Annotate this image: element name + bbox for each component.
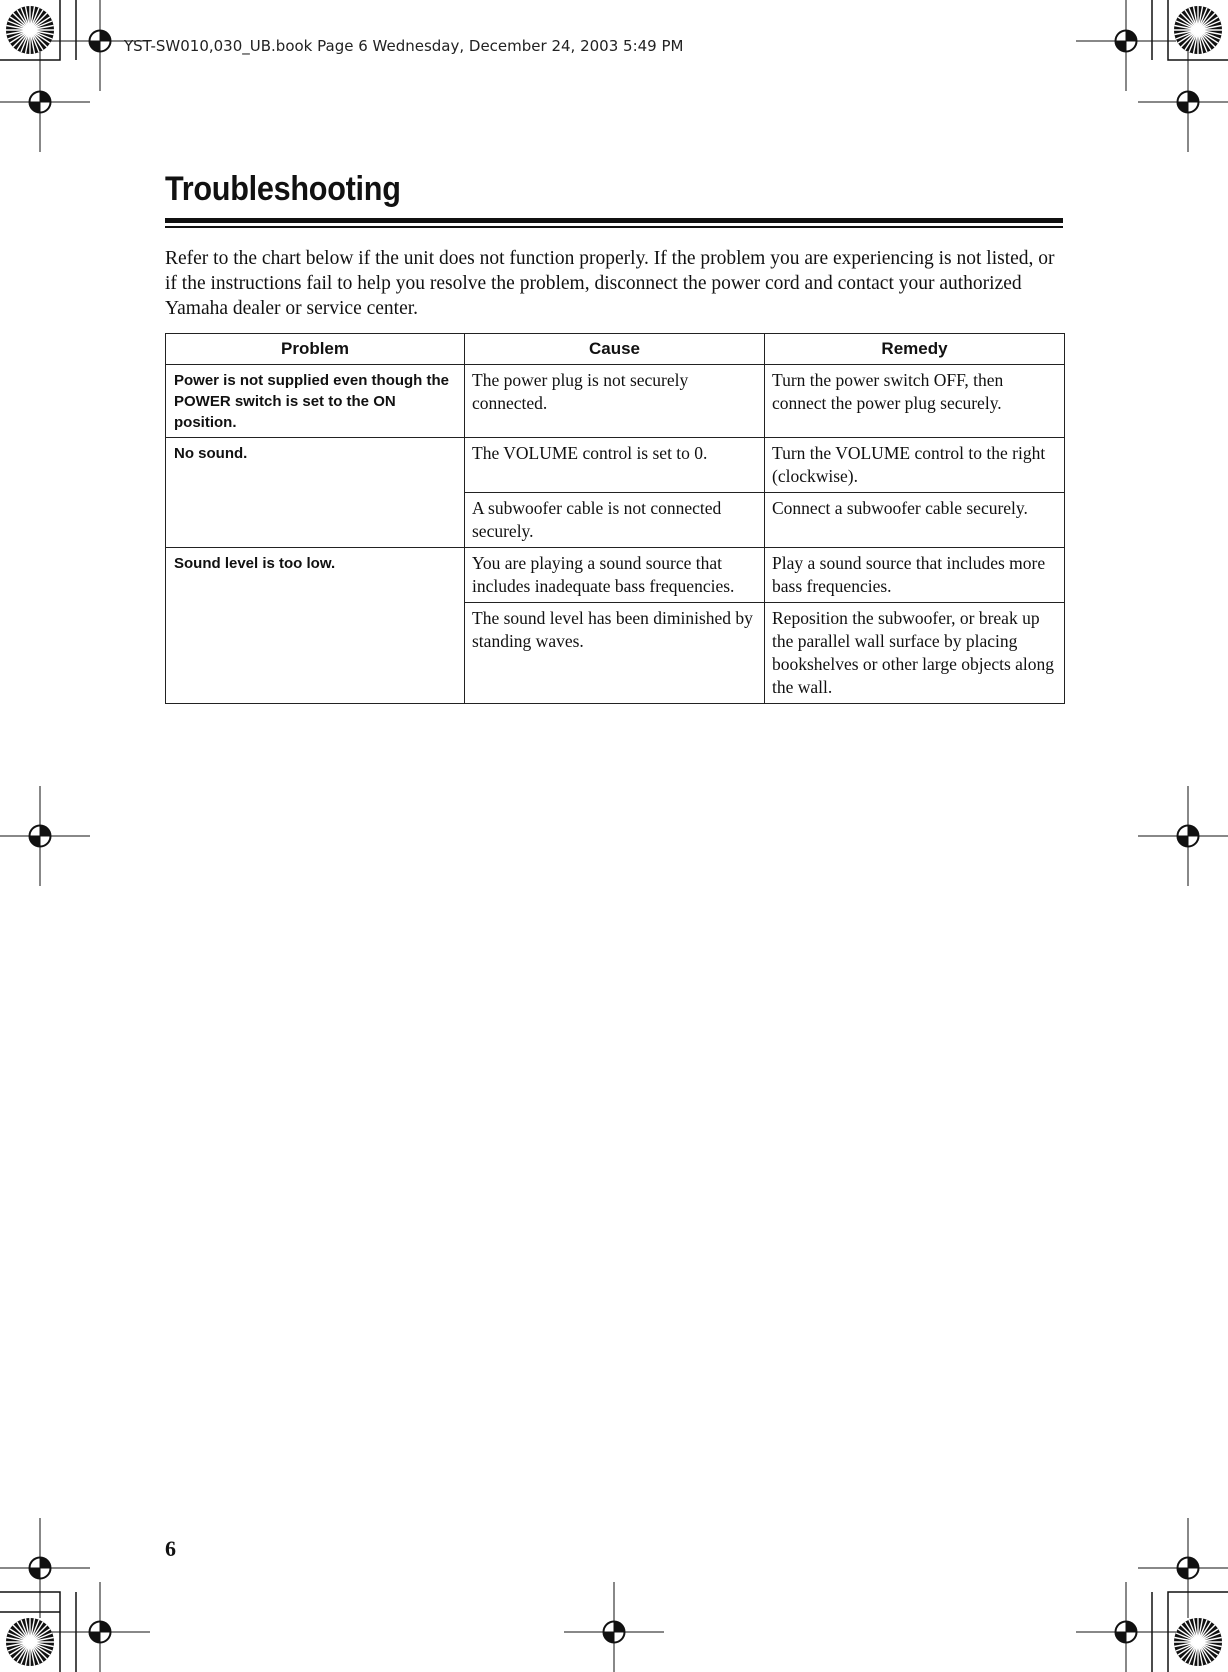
starburst-target-icon — [1174, 6, 1222, 54]
page-title: Troubleshooting — [165, 170, 401, 208]
table-row — [166, 548, 1065, 603]
registration-target-icon — [564, 1582, 664, 1672]
column-header-cause: Cause — [465, 334, 765, 365]
table-row — [166, 438, 1065, 493]
problem-cell: Power is not supplied even though the POWER switch is set to the ON position. — [166, 365, 465, 438]
starburst-target-icon — [6, 6, 54, 54]
title-rule-thin — [165, 226, 1063, 228]
cause-cell: You are playing a sound source that includes inadequate bass frequencies. — [465, 548, 765, 603]
cause-cell: The VOLUME control is set to 0. — [465, 438, 765, 493]
page-number: 6 — [165, 1536, 176, 1561]
table-header-row — [166, 334, 1065, 365]
cause-cell: A subwoofer cable is not connected securely. — [465, 493, 765, 548]
remedy-cell: Turn the VOLUME control to the right (clockwise). — [765, 438, 1065, 493]
registration-target-icon — [1138, 786, 1228, 886]
remedy-cell: Play a sound source that includes more bass frequencies. — [765, 548, 1065, 603]
column-header-problem: Problem — [166, 334, 465, 365]
problem-cell: No sound. — [166, 438, 465, 548]
print-slug: YST-SW010,030_UB.book Page 6 Wednesday, December 24, 2003 5:49 PM — [124, 37, 684, 55]
registration-target-icon — [50, 1582, 150, 1672]
table-row — [166, 365, 1065, 438]
starburst-target-icon — [1174, 1618, 1222, 1666]
starburst-target-icon — [6, 1618, 54, 1666]
title-rule — [165, 218, 1063, 223]
remedy-cell: Turn the power switch OFF, then connect the power plug securely. — [765, 365, 1065, 438]
troubleshooting-table — [165, 333, 1065, 704]
cause-cell: The power plug is not securely connected. — [465, 365, 765, 438]
registration-target-icon — [1076, 1582, 1176, 1672]
cause-cell: The sound level has been diminished by standing waves. — [465, 603, 765, 704]
column-header-remedy: Remedy — [765, 334, 1065, 365]
problem-cell: Sound level is too low. — [166, 548, 465, 704]
registration-target-icon — [1076, 0, 1176, 91]
registration-target-icon — [1138, 52, 1228, 152]
registration-target-icon — [0, 52, 90, 152]
intro-paragraph: Refer to the chart below if the unit does not function properly. If the problem you are experiencing is not listed, or if the instructions fail to help you resolve the problem, disconnect the power cord and contact your authorized Yamaha dealer or service center. — [165, 248, 1055, 319]
registration-target-icon — [0, 786, 90, 886]
remedy-cell: Connect a subwoofer cable securely. — [765, 493, 1065, 548]
remedy-cell: Reposition the subwoofer, or break up the parallel wall surface by placing bookshelves or other large objects along the wall. — [765, 603, 1065, 704]
